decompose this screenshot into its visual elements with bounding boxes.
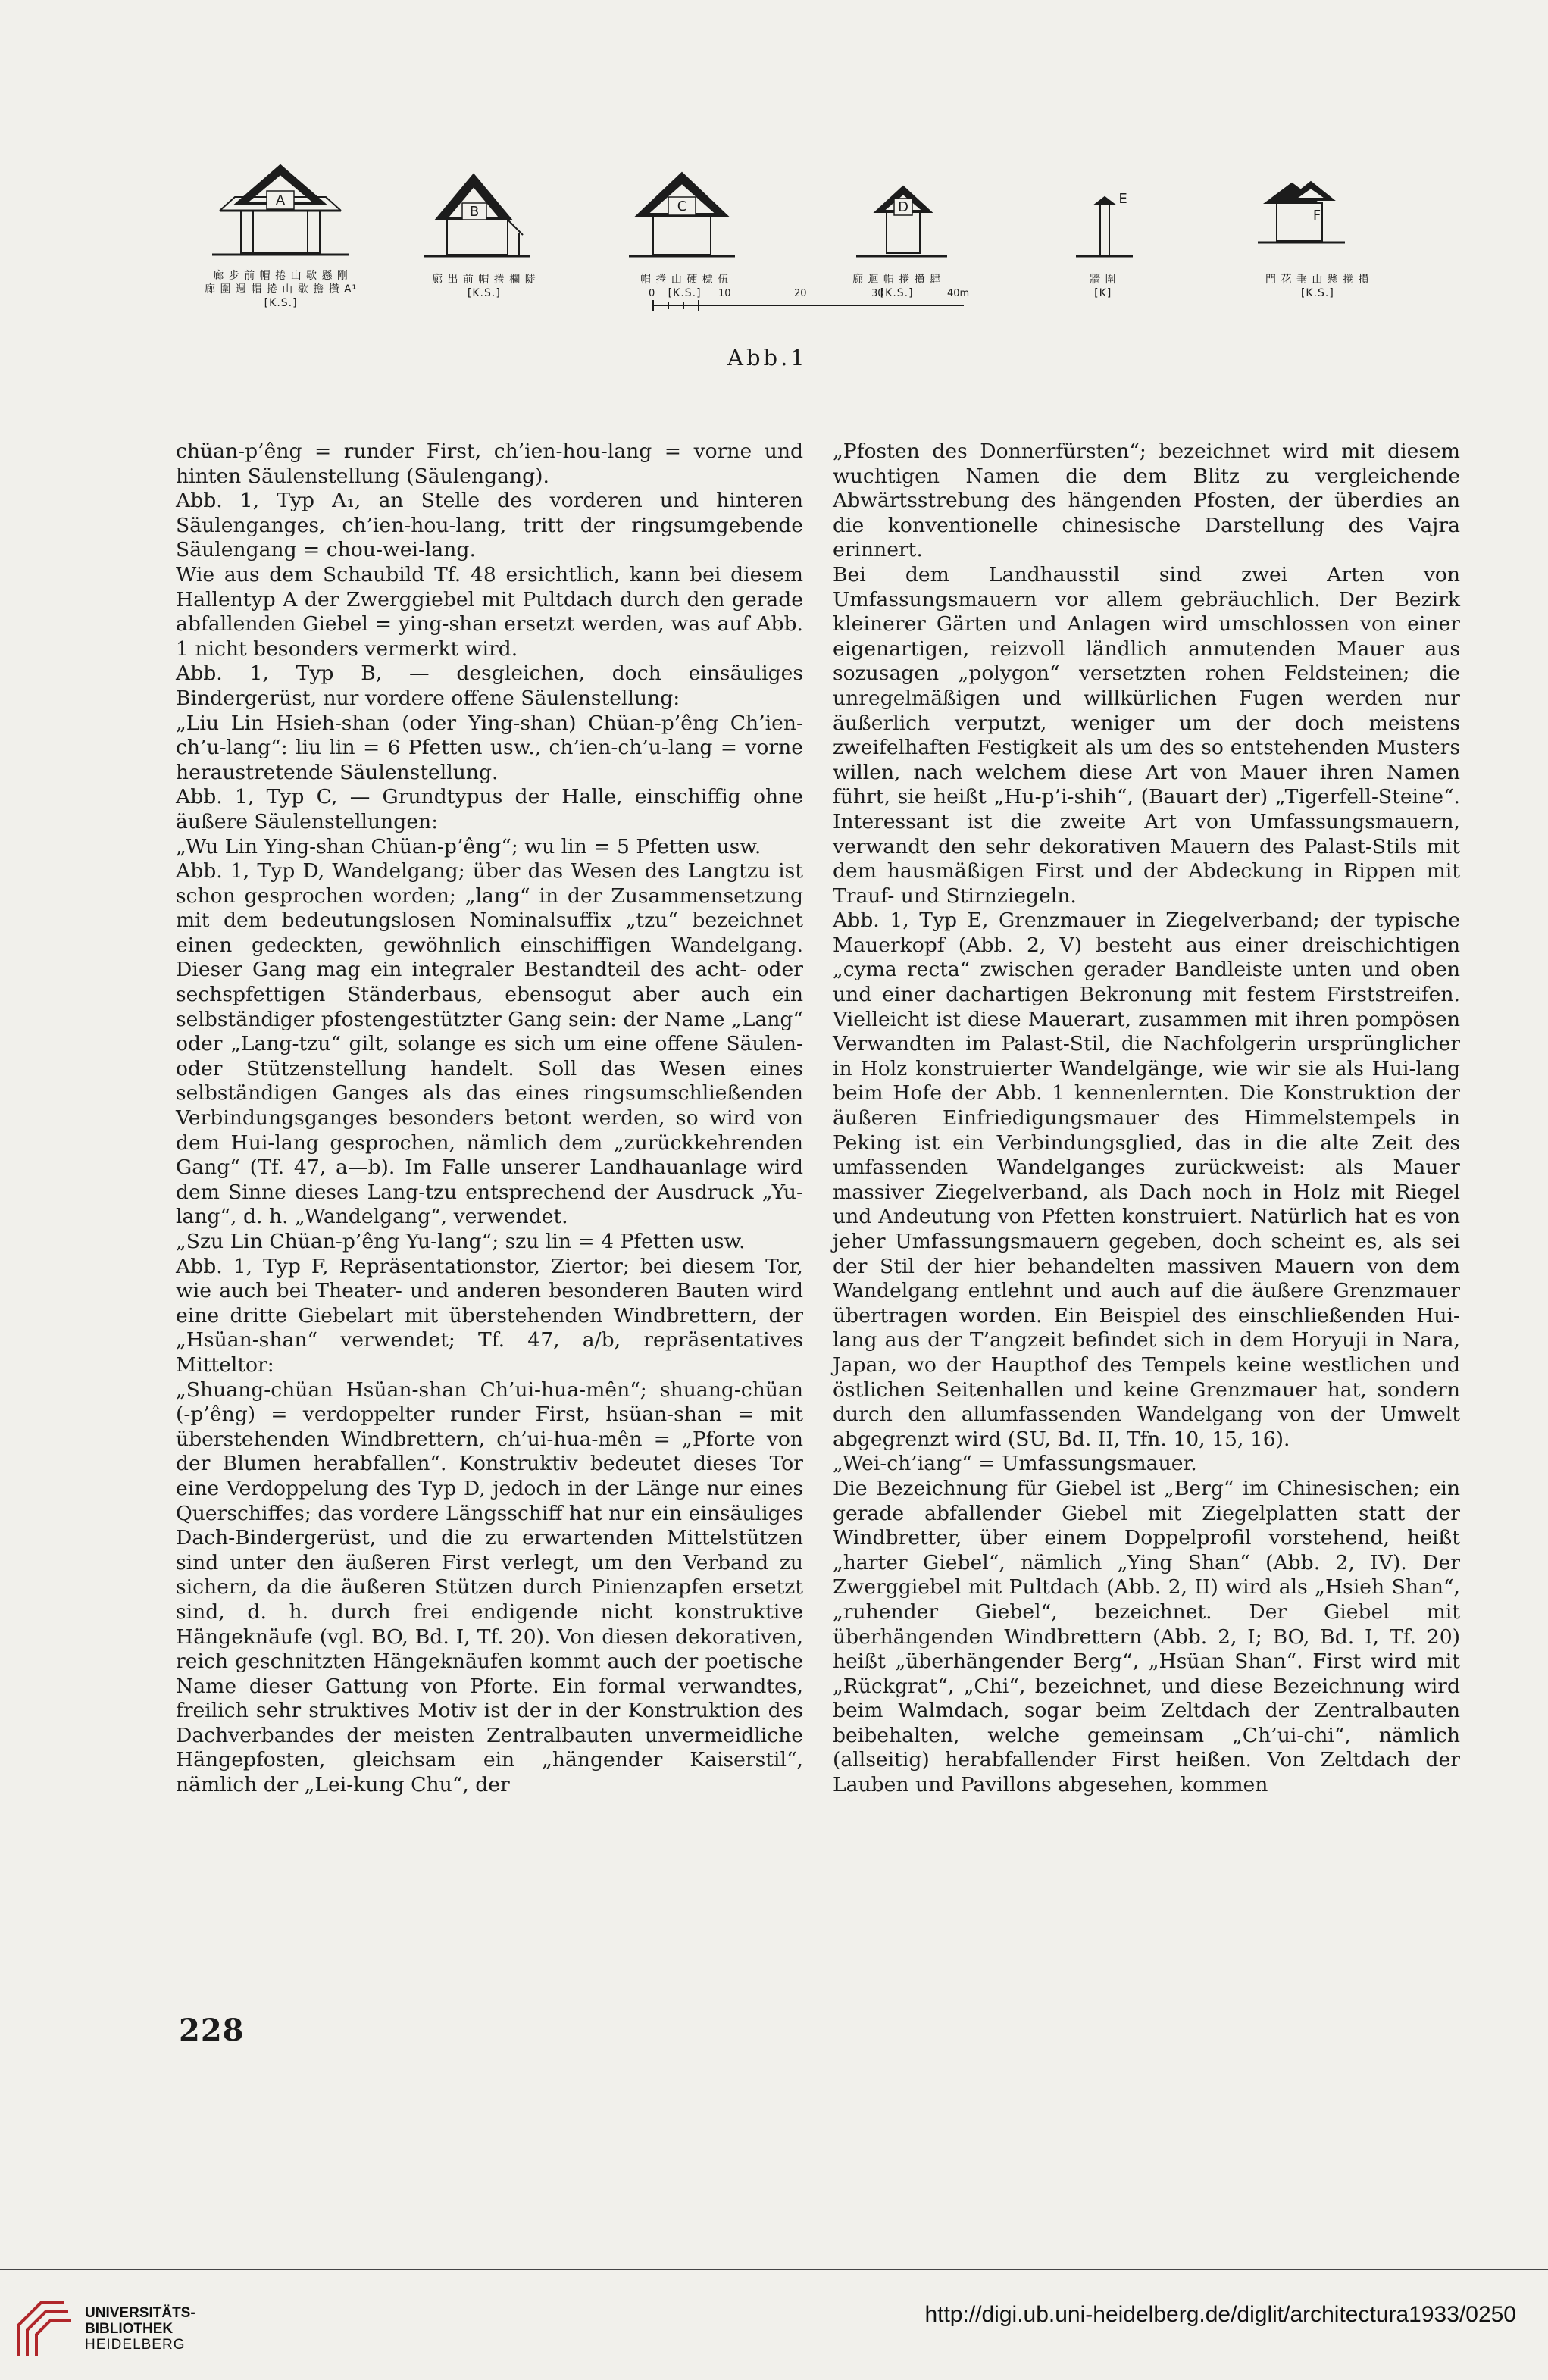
scale-bar [653, 300, 964, 311]
text-column-left [176, 439, 803, 1798]
type-letter-b: B [469, 204, 480, 220]
paragraph: „Wu Lin Ying-shan Chüan-p’êng“; wu lin = 5 Pfetten usw. [176, 834, 761, 858]
paragraph: Abb. 1, Typ A₁, an Stelle des vorderen und hinteren Säulenganges, ch’ien-hou-lang, tritt der ringsumgebende Säulengang = chou-wei-lang. [176, 489, 803, 562]
type-letter-d: D [898, 199, 908, 215]
university-library-logo-icon [11, 2280, 74, 2363]
building-sections-drawing [174, 121, 1424, 349]
paragraph: Abb. 1, Typ C, — Grundtypus der Halle, einschiffig ohne äußere Säulenstellungen: [176, 785, 803, 833]
paragraph: „Wei-ch’iang“ = Umfassungsmauer. [833, 1452, 1197, 1476]
scale-label-40m: 40m [947, 288, 970, 299]
type-letter-c: C [677, 199, 687, 214]
section-type-d [856, 186, 947, 256]
caption-type-b: 廊 出 前 帽 捲 欄 陡 [K.S.] [432, 274, 536, 299]
text-column-right [833, 439, 1460, 1798]
paragraph: „Szu Lin Chüan-p’êng Yu-lang“; szu lin = 4 Pfetten usw. [176, 1230, 746, 1253]
page-number: 228 [179, 2013, 245, 2048]
caption-type-a: 廊 步 前 帽 捲 山 歇 懸 剛 廊 圍 週 帽 捲 山 歇 擔 攢 A¹ [K.S.] [205, 270, 358, 309]
library-name [85, 2305, 195, 2353]
source-url-link[interactable]: http://digi.ub.uni-heidelberg.de/diglit/architectura1933/0250 [924, 2302, 1516, 2327]
caption-type-e: 牆 圍 [K] [1090, 274, 1117, 299]
scale-label-0: 0 [649, 288, 655, 299]
section-type-a [212, 165, 349, 255]
paragraph: Abb. 1, Typ E, Grenzmauer in Ziegelverband; der typische Mauerkopf (Abb. 2, V) besteht aus einer dreischichtigen „cyma recta“ zwischen gerader Bandleiste unten und oben und einer dachartigen Bekronung mit festem Firststreifen. Vielleicht ist diese Mauerart, zusammen mit ihren pompösen Verwandten im Palast-Stil, die Nachfolgerin ursprünglicher in Holz konstruierter Wandelgänge, wie wir sie als Hui-lang beim Hofe der Abb. 1 kennenlernten. Die Konstruktion der äußeren Einfriedigungsmauer des Himmelstempels in Peking ist ein Verbindungsglied, das in die alte Zeit des umfassenden Wandelganges zurückweist: als Mauer massiver Ziegelverband, als Dach noch in Holz mit Riegel und Andeutung von Pfetten konstruiert. Natürlich hat es von jeher Umfassungsmauern gegeben, doch scheint es, als sei der Stil der hier behandelten massiven Mauern von dem Wandelgang entlehnt und auch auf die äußere Grenzmauer übertragen worden. Ein Beispiel des einschließenden Hui-lang aus der T’angzeit befindet sich in dem Horyuji in Nara, Japan, wo der Haupthof des Tempels keine westlichen und östlichen Seitenhallen und keine Grenzmauer hat, sondern durch den allumfassenden Wandelgang von der Umwelt abgegrenzt wird (SU, Bd. II, Tfn. 10, 15, 16). [833, 909, 1460, 1451]
scale-label-30: 30 [871, 288, 884, 299]
paragraph: Abb. 1, Typ D, Wandelgang; über das Wesen des Langtzu ist schon gesprochen worden; „lang“ in der Zusammensetzung mit dem bedeutungslosen Nominalsuffix „tzu“ bezeichnet einen gedeckten, gewöhnlich einschiffigen Wandelgang. Dieser Gang mag ein integraler Bestandteil des acht- oder sechspfettigen Ständerbaus, ebensogut aber auch ein selbständiger pfostengestützter Gang sein: der Name „Lang“ oder „Lang-tzu“ gilt, solange es sich um eine offene Säulen- oder Stützenstellung handelt. Soll das Wesen eines selbständigen Ganges als das eines ringsumschließenden Verbindungsganges besonders betont werden, so wird von dem Hui-lang gesprochen, nämlich dem „zurückkehrenden Gang“ (Tf. 47, a—b). Im Falle unserer Landhauanlage wird dem Sinne dieses Lang-tzu entsprechend der Ausdruck „Yu-lang“, d. h. „Wandelgang“, verwendet. [176, 859, 803, 1229]
paragraph: „Pfosten des Donnerfürsten“; bezeichnet wird mit diesem wuchtigen Namen die dem Blitz zu vergleichende Abwärtsstrebung des hängenden Pfosten, der überdies an die konventionelle chinesische Darstellung des Vajra erinnert. [833, 439, 1460, 562]
type-letter-a: A [275, 192, 286, 208]
paragraph: Abb. 1, Typ B, — desgleichen, doch einsäuliges Bindergerüst, nur vordere offene Säulenstellung: [176, 661, 803, 710]
paragraph: chüan-p’êng = runder First, ch’ien-hou-lang = vorne und hinten Säulenstellung (Säulengang). [176, 439, 803, 488]
paragraph: „Shuang-chüan Hsüan-shan Ch’ui-hua-mên“; shuang-chüan (-p’êng) = verdoppelter runder First, hsüan-shan = mit überstehenden Windbrettern, ch’ui-hua-mên = „Pforte von der Blumen herabfallen“. Konstruktiv bedeutet dieses Tor eine Verdoppelung des Typ D, jedoch in der Länge nur eines Querschiffes; das vordere Längsschiff hat nur ein einsäuliges Dach-Bindergerüst, und die zu erwartenden Mittelstützen sind unter den äußeren First verlegt, um den Verband zu sichern, da die äußeren Stützen durch Pinienzapfen ersetzt sind, d. h. durch frei endigende nicht konstruktive Hängeknäufe (vgl. BO, Bd. I, Tf. 20). Von diesen dekorativen, reich geschnitzten Hängeknäufen kommt auch der poetische Name dieser Gattung von Pforte. Ein formal verwandtes, freilich sehr struktives Motiv ist der in der Konstruktion des Dachverbandes der meisten Zentralbauten unvermeidliche Hängepfosten, gleichsam ein „hängender Kaiserstil“, nämlich der „Lei-kung Chu“, der [176, 1378, 803, 1797]
paragraph: Abb. 1, Typ F, Repräsentationstor, Ziertor; bei diesem Tor, wie auch bei Theater- und anderen besonderen Bauten wird eine dritte Giebelart mit überstehenden Windbrettern, der „Hsüan-shan“ verwendet; Tf. 47, a/b, repräsentatives Mitteltor: [176, 1254, 803, 1377]
caption-type-c: 帽 捲 山 硬 標 伍 [K.S.] [640, 274, 730, 299]
scale-label-10: 10 [718, 288, 731, 299]
paragraph: „Liu Lin Hsieh-shan (oder Ying-shan) Chüan-p’êng Ch’ien-ch’u-lang“: liu lin = 6 Pfetten usw., ch’ien-ch’u-lang = vorne heraustretende Säulenstellung. [176, 711, 803, 784]
type-letter-f: F [1312, 208, 1321, 224]
caption-type-d: 廊 迴 帽 捲 攢 肆 [K.S.] [852, 274, 942, 299]
library-name-line-2: BIBLIOTHEK [85, 2321, 174, 2337]
library-name-line-3: HEIDELBERG [85, 2337, 186, 2353]
figure-abb-1 [174, 121, 1424, 379]
section-type-f [1258, 182, 1345, 242]
caption-type-f: 門 花 垂 山 懸 捲 攅 [K.S.] [1265, 274, 1370, 299]
scale-label-20: 20 [794, 288, 807, 299]
footer-divider [0, 2269, 1548, 2270]
figure-caption: Abb.1 [727, 345, 808, 371]
paragraph: Die Bezeichnung für Giebel ist „Berg“ im Chinesischen; ein gerade abfallender Giebel mit Ziegelplatten statt der Windbretter, über einem Doppelprofil vorstehend, heißt „harter Giebel“, nämlich „Ying Shan“ (Abb. 2, IV). Der Zwerggiebel mit Pultdach (Abb. 2, II) wird als „Hsieh Shan“, „ruhender Giebel“, bezeichnet. Der Giebel mit überhängenden Windbrettern (Abb. 2, I; BO, Bd. I, Tf. 20) heißt „überhängender Berg“, „Hsüan Shan“. First wird mit „Rückgrat“, „Chi“, bezeichnet, und diese Bezeichnung wird beim Walmdach, sogar beim Zeltdach der Zentralbauten beibehalten, welche gemeinsam „Ch’ui-chi“, nämlich (allseitig) herabfallender First heißen. Von Zeltdach der Lauben und Pavillons abgesehen, kommen [833, 1476, 1460, 1797]
library-name-line-1: UNIVERSITÄTS- [85, 2305, 195, 2321]
paragraph: Bei dem Landhausstil sind zwei Arten von Umfassungsmauern vor allem gebräuchlich. Der Bezirk kleinerer Gärten und Anlagen wird umschlossen von einer eigenartigen, reizvoll ländlich anmutenden Mauer aus sozusagen „polygon“ versetzten rohen Feldsteinen; die unregelmäßigen und willkürlichen Fugen werden nur äußerlich verputzt, weniger um der doch meistens zweifelhaften Festigkeit als um des so entstehenden Musters willen, nach welchem diese Art von Mauer ihren Namen führt, sie heißt „Hu-p’i-shih“, (Bauart der) „Tigerfell-Steine“. Interessant ist die zweite Art von Umfassungsmauern, verwandt den sehr dekorativen Mauern des Palast-Stils mit dem hausmäßigen First und der Abdeckung in Rippen mit Trauf- und Stirnziegeln. [833, 562, 1460, 908]
paragraph: Wie aus dem Schaubild Tf. 48 ersichtlich, kann bei diesem Hallentyp A der Zwerggiebel mit Pultdach durch den gerade abfallenden Giebel = ying-shan ersetzt werden, was auf Abb. 1 nicht besonders vermerkt wird. [176, 562, 803, 661]
type-letter-e: E [1118, 191, 1127, 207]
